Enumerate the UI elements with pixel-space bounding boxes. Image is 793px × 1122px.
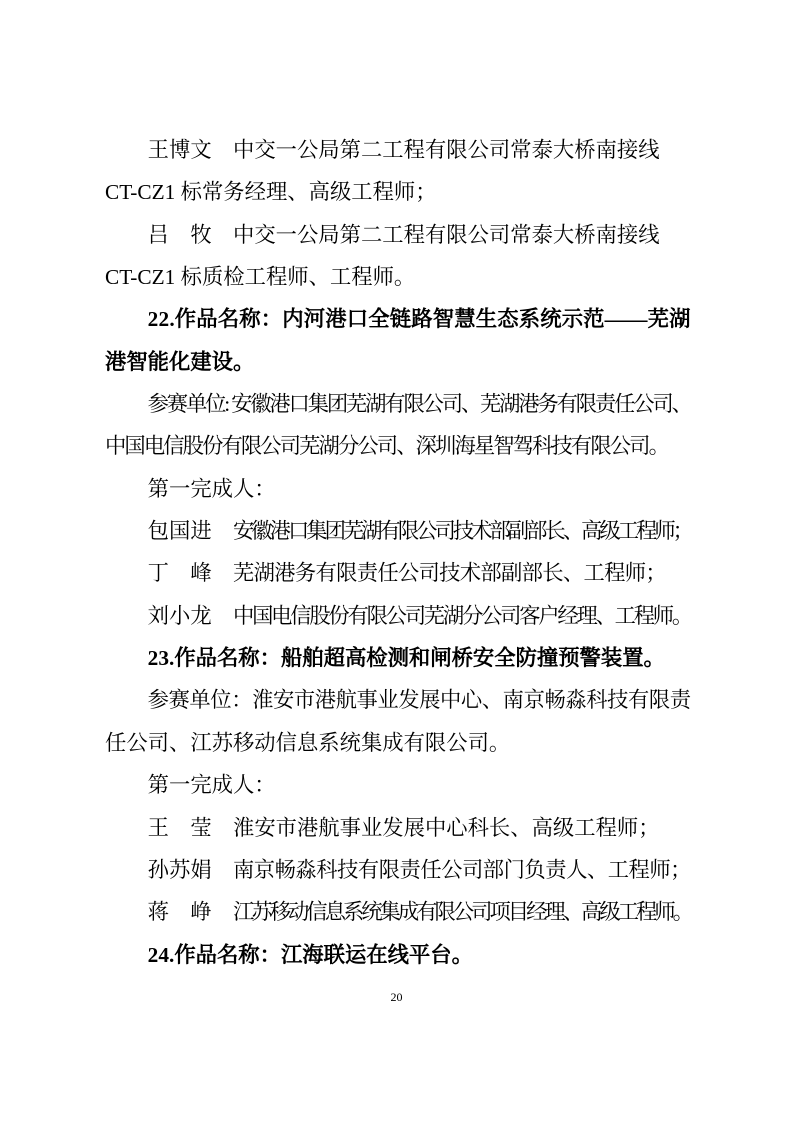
participating-units-box [105,425,668,467]
completer-affiliation-box [233,552,666,594]
completer-name: 刘小龙 [147,603,212,628]
participating-units-box [148,679,691,721]
completer-affiliation-continued: CT-CZ1 标质检工程师、工程师。 [105,264,416,289]
completer-affiliation-box [233,595,691,637]
work-title-box [148,298,691,340]
completer-affiliation-continuation [105,171,694,213]
completer-affiliation: 中交一公局第二工程有限公司常泰大桥南接线 [232,137,660,162]
work-title-line [105,934,694,976]
completer-affiliation: 安徽港口集团芜湖有限公司技术部副部长、高级工程师； [232,519,691,544]
work-title: 23.作品名称：船舶超高检测和闸桥安全防撞预警装置。 [147,646,665,671]
completer-affiliation: 江苏移动信息系统集成有限公司项目经理、高级工程师。 [232,900,691,925]
completer-name: 蒋 峥 [147,900,212,925]
completer-row [105,552,694,594]
completers-label: 第一完成人： [147,476,276,501]
participating-units: 参赛单位: 安徽港口集团芜湖有限公司、芜湖港务有限责任公司、 [147,391,691,416]
work-title-line [105,298,694,340]
participating-units-line [105,383,694,425]
completer-name: 吕 牧 [147,222,212,247]
work-title-line [105,341,694,383]
completer-row [105,129,694,171]
page-body [105,129,694,976]
completer-row [105,849,694,891]
completer-name: 王博文 [147,137,212,162]
completer-row [105,214,694,256]
completers-label-line [105,764,694,806]
completer-row [105,510,694,552]
completer-name: 孙苏娟 [147,857,212,882]
participating-units-box [148,383,691,425]
completer-affiliation-box [233,891,691,933]
work-title: 22.作品名称：内河港口全链路智慧生态系统示范——芜湖 [147,307,691,332]
completer-affiliation: 淮安市港航事业发展中心科长、高级工程师； [232,815,660,840]
participating-units-continued: 任公司、江苏移动信息系统集成有限公司。 [105,730,511,755]
completer-affiliation: 南京畅淼科技有限责任公司部门负责人、工程师； [232,857,691,882]
completer-affiliation-continued: CT-CZ1 标常务经理、高级工程师； [105,180,437,205]
completer-row [105,807,694,849]
completer-name: 包国进 [147,519,212,544]
completer-row [105,595,694,637]
completers-label-line [105,468,694,510]
completer-affiliation: 芜湖港务有限责任公司技术部副部长、工程师； [232,561,666,586]
completer-affiliation: 中交一公局第二工程有限公司常泰大桥南接线 [232,222,660,247]
work-title-line [105,637,694,679]
completer-affiliation-box [233,849,691,891]
completer-affiliation-continuation [105,256,694,298]
participating-units-line [105,425,694,467]
page-number: 20 [390,990,403,1004]
completer-name: 丁 峰 [147,561,212,586]
participating-units: 参赛单位：淮安市港航事业发展中心、南京畅淼科技有限责 [147,688,691,713]
participating-units-line [105,679,694,721]
completer-row [105,891,694,933]
completers-label: 第一完成人： [147,773,276,798]
completer-affiliation: 中国电信股份有限公司芜湖分公司客户经理、工程师。 [232,603,691,628]
work-title-continued: 港智能化建设。 [105,349,255,374]
completer-name: 王 莹 [147,815,212,840]
work-title: 24.作品名称：江海联运在线平台。 [147,942,473,967]
participating-units-continued: 中国电信股份有限公司芜湖分公司、深圳海星智驾科技有限公司。 [105,434,668,459]
participating-units-line [105,722,694,764]
completer-affiliation-box [233,510,691,552]
